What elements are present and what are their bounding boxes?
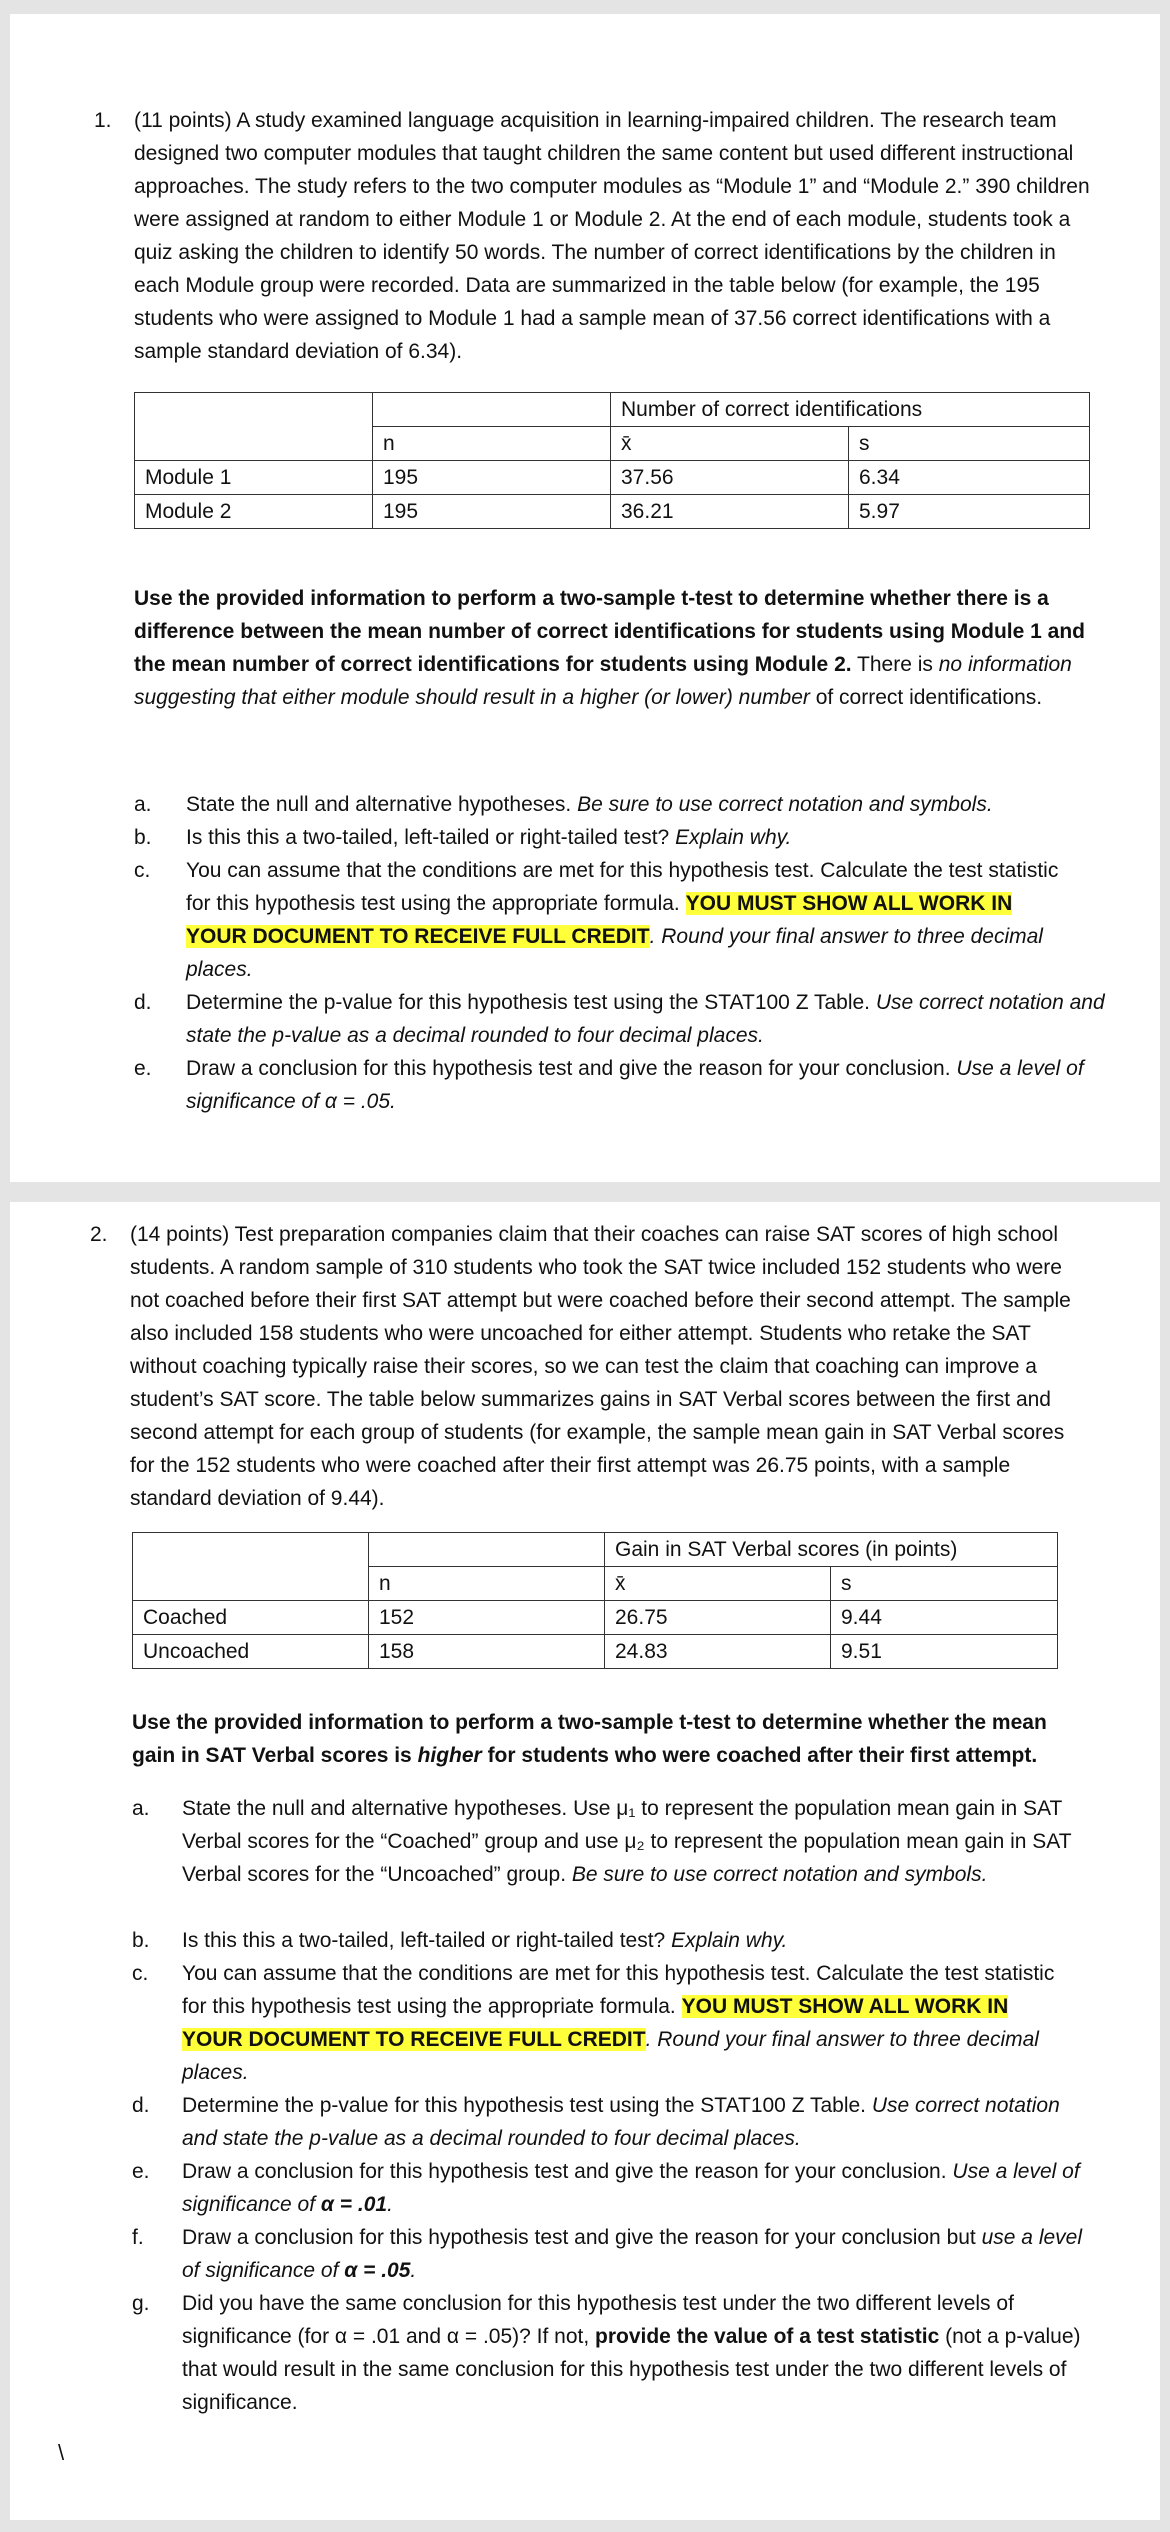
question-2-part-a: a. State the null and alternative hypotheses. Use μ₁ to represent the population mean gain in SAT Verbal scores for the “Coached” group and use μ₂ to represent the population mean gain in SAT Verbal scores for the “Uncoached” group. Be sure to use correct notation and symbols. (132, 1797, 1072, 1886)
question-2-part-f: f. Draw a conclusion for this hypothesis test and give the reason for your conclusion but use a level of significance of α = .05. (132, 2226, 1083, 2282)
question-1-table (134, 392, 1090, 529)
question-1-number: 1. (94, 109, 112, 132)
question-2-part-c: c. You can assume that the conditions are met for this hypothesis test. Calculate the test statistic for this hypothesis test using the appropriate formula. YOU MUST SHOW ALL WORK IN YOUR DOCUMENT TO RECEIVE FULL CREDIT. Round your final answer to three decimal places. (132, 1962, 1055, 2084)
page-2 (10, 1202, 1160, 2520)
col-s-header: s (849, 427, 1090, 461)
stray-mark: \ (58, 2440, 65, 2465)
question-2-part-e: e. Draw a conclusion for this hypothesis test and give the reason for your conclusion. Use a level of significance of α = .01. (132, 2160, 1080, 2216)
table-row: Uncoached 158 24.83 9.51 (133, 1635, 1058, 1669)
col-xbar-header: x̄ (605, 1567, 831, 1601)
table-row: Coached 152 26.75 9.44 (133, 1601, 1058, 1635)
question-2-part-d: d. Determine the p-value for this hypothesis test using the STAT100 Z Table. Use correct notation and state the p-value as a decimal rounded to four decimal places. (132, 2094, 1060, 2150)
question-1-part-c: c. You can assume that the conditions are met for this hypothesis test. Calculate the test statistic for this hypothesis test using the appropriate formula. YOU MUST SHOW ALL WORK IN YOUR DOCUMENT TO RECEIVE FULL CREDIT. Round your final answer to three decimal places. (134, 859, 1059, 981)
col-s-header: s (831, 1567, 1058, 1601)
table-row: Module 2 195 36.21 5.97 (135, 495, 1090, 529)
col-n-header: n (369, 1567, 605, 1601)
question-1-intro: (11 points) A study examined language acquisition in learning-impaired children. The research team designed two computer modules that taught children the same content but used different instructional approaches. The study refers to the two computer modules as “Module 1” and “Module 2.” 390 children were assigned at random to either Module 1 or Module 2. At the end of each module, students took a quiz asking the children to identify 50 words. The number of correct identifications by the children in each Module group were recorded. Data are summarized in the table below (for example, the 195 students who were assigned to Module 1 had a sample mean of 37.56 correct identifications with a sample standard deviation of 6.34). (134, 109, 1090, 363)
question-2-instruction: Use the provided information to perform a two-sample t-test to determine whether the mean gain in SAT Verbal scores is higher for students who were coached after their first attempt. (132, 1711, 1047, 1767)
question-1-part-b: b. Is this this a two-tailed, left-tailed or right-tailed test? Explain why. (134, 826, 792, 849)
question-2-table (132, 1532, 1058, 1669)
question-2-number: 2. (90, 1223, 108, 1246)
question-2-part-b: b. Is this this a two-tailed, left-tailed or right-tailed test? Explain why. (132, 1929, 788, 1952)
table-group-header: Number of correct identifications (611, 393, 1090, 427)
question-1-part-d: d. Determine the p-value for this hypothesis test using the STAT100 Z Table. Use correct notation and state the p-value as a decimal rounded to four decimal places. (134, 991, 1105, 1047)
question-2-intro: (14 points) Test preparation companies claim that their coaches can raise SAT scores of high school students. A random sample of 310 students who took the SAT twice included 152 students who were not coached before their first SAT attempt but were coached before their second attempt. The sample also included 158 students who were uncoached for either attempt. Students who retake the SAT without coaching typically raise their scores, so we can test the claim that coaching can improve a student’s SAT score. The table below summarizes gains in SAT Verbal scores between the first and second attempt for each group of students (for example, the sample mean gain in SAT Verbal scores for the 152 students who were coached after their first attempt was 26.75 points, with a sample standard deviation of 9.44). (130, 1223, 1071, 1510)
col-n-header: n (373, 427, 611, 461)
page-1 (10, 14, 1160, 1182)
table-row: Module 1 195 37.56 6.34 (135, 461, 1090, 495)
question-1-instruction: Use the provided information to perform a two-sample t-test to determine whether there is a difference between the mean number of correct identifications for students using Module 1 and the mean number of correct identifications for students using Module 2. There is no information suggesting that either module should result in a higher (or lower) number of correct identifications. (134, 587, 1085, 709)
col-xbar-header: x̄ (611, 427, 849, 461)
question-1-part-e: e. Draw a conclusion for this hypothesis test and give the reason for your conclusion. Use a level of significance of α = .05. (134, 1057, 1084, 1113)
question-2-part-g: g. Did you have the same conclusion for this hypothesis test under the two different levels of significance (for α = .01 and α = .05)? If not, provide the value of a test statistic (not a p-value) that would result in the same conclusion for this hypothesis test under the two different levels of significance. (132, 2292, 1081, 2414)
question-1-part-a: a. State the null and alternative hypotheses. Be sure to use correct notation and symbols. (134, 793, 993, 816)
table-group-header: Gain in SAT Verbal scores (in points) (605, 1533, 1058, 1567)
